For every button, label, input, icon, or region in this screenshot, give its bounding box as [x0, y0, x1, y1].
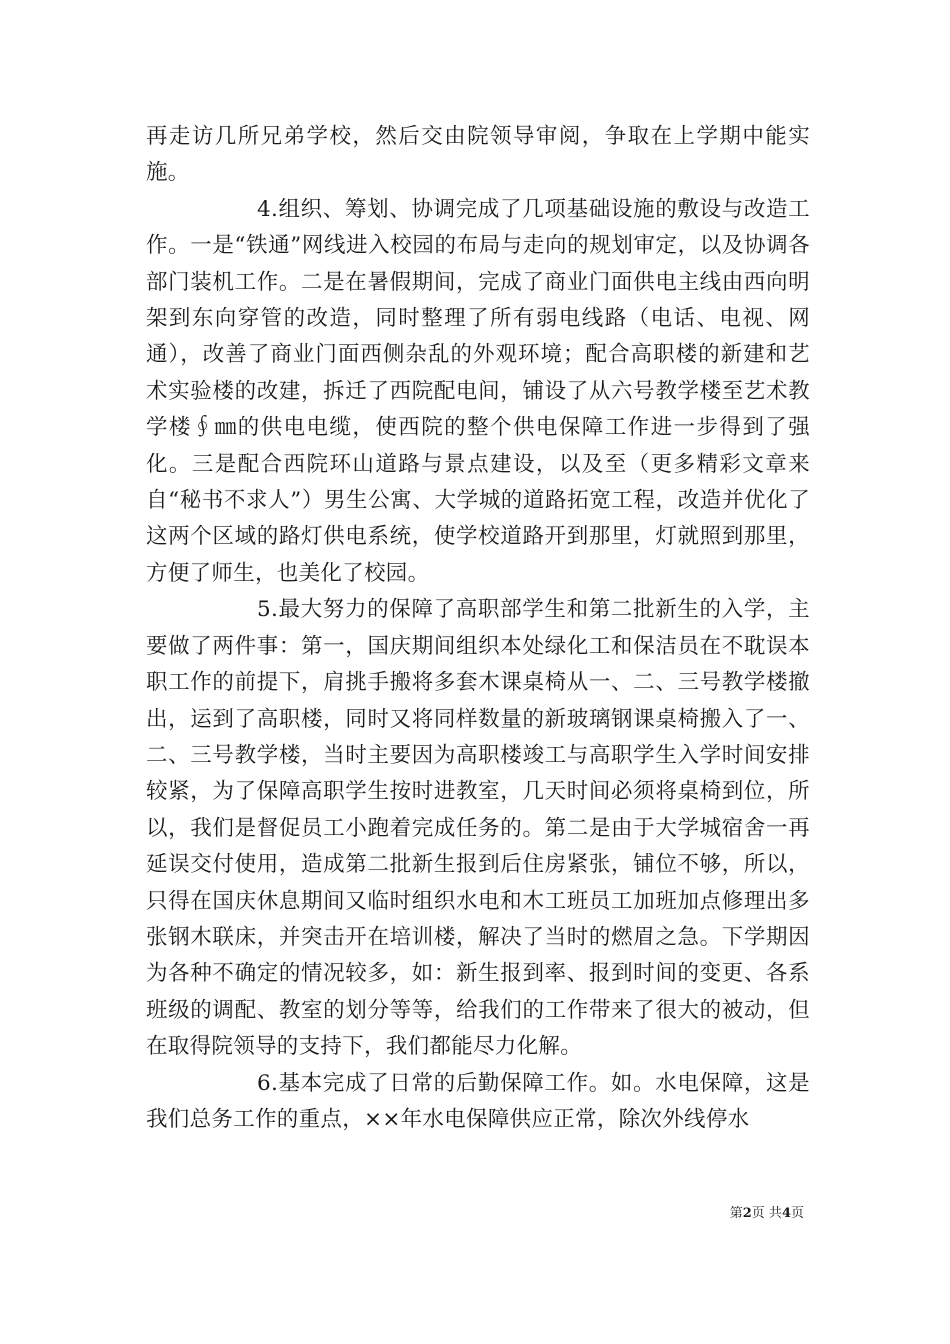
page-footer — [730, 1206, 804, 1222]
footer-prefix: 第 — [729, 1206, 743, 1221]
paragraph-item-4-infrastructure: 4.组织、筹划、协调完成了几项基础设施的敷设与改造工作。一是“铁通”网线进入校园的布局与走向的规划审定，以及协调各部门装机工作。二是在暑假期间，完成了商业门面供电主线由西向明架到东向穿管的改造，同时整理了所有弱电线路（电话、电视、网通），改善了商业门面西侧杂乱的外观环境；配合高职楼的新建和艺术实验楼的改建，拆迁了西院配电间，铺设了从六号教学楼至艺术教学楼∮㎜的供电电缆，使西院的整个供电保障工作进一步得到了强化。三是配合西院环山道路与景点建设，以及至（更多精彩文章来自“秘书不求人”）男生公寓、大学城的道路拓宽工程，改造并优化了这两个区域的路灯供电系统，使学校道路开到那里，灯就照到那里，方便了师生，也美化了校园。 — [146, 196, 810, 586]
footer-middle: 页 共 — [751, 1206, 782, 1221]
footer-total-pages: 4 — [781, 1206, 791, 1221]
footer-current-page: 2 — [742, 1206, 752, 1221]
paragraph-item-6-logistics: 6.基本完成了日常的后勤保障工作。如。水电保障，这是我们总务工作的重点，××年水电保障供应正常，除次外线停水 — [146, 1070, 810, 1132]
footer-suffix: 页 — [790, 1206, 804, 1221]
paragraph-continuation: 再走访几所兄弟学校，然后交由院领导审阅，争取在上学期中能实施。 — [146, 124, 810, 186]
document-body — [146, 119, 810, 1138]
paragraph-item-5-enrollment: 5.最大努力的保障了高职部学生和第二批新生的入学，主要做了两件事：第一，国庆期间组织本处绿化工和保洁员在不耽误本职工作的前提下，肩挑手搬将多套木课桌椅从一、二、三号教学楼撤出，运到了高职楼，同时又将同样数量的新玻璃钢课桌椅搬入了一、二、三号教学楼，当时主要因为高职楼竣工与高职学生入学时间安排较紧，为了保障高职学生按时进教室，几天时间必须将桌椅到位，所以，我们是督促员工小跑着完成任务的。第二是由于大学城宿舍一再延误交付使用，造成第二批新生报到后住房紧张，铺位不够，所以，只得在国庆休息期间又临时组织水电和木工班员工加班加点修理出多张钢木联床，并突击开在培训楼，解决了当时的燃眉之急。下学期因为各种不确定的情况较多，如：新生报到率、报到时间的变更、各系班级的调配、教室的划分等等，给我们的工作带来了很大的被动，但在取得院领导的支持下，我们都能尽力化解。 — [146, 597, 810, 1060]
